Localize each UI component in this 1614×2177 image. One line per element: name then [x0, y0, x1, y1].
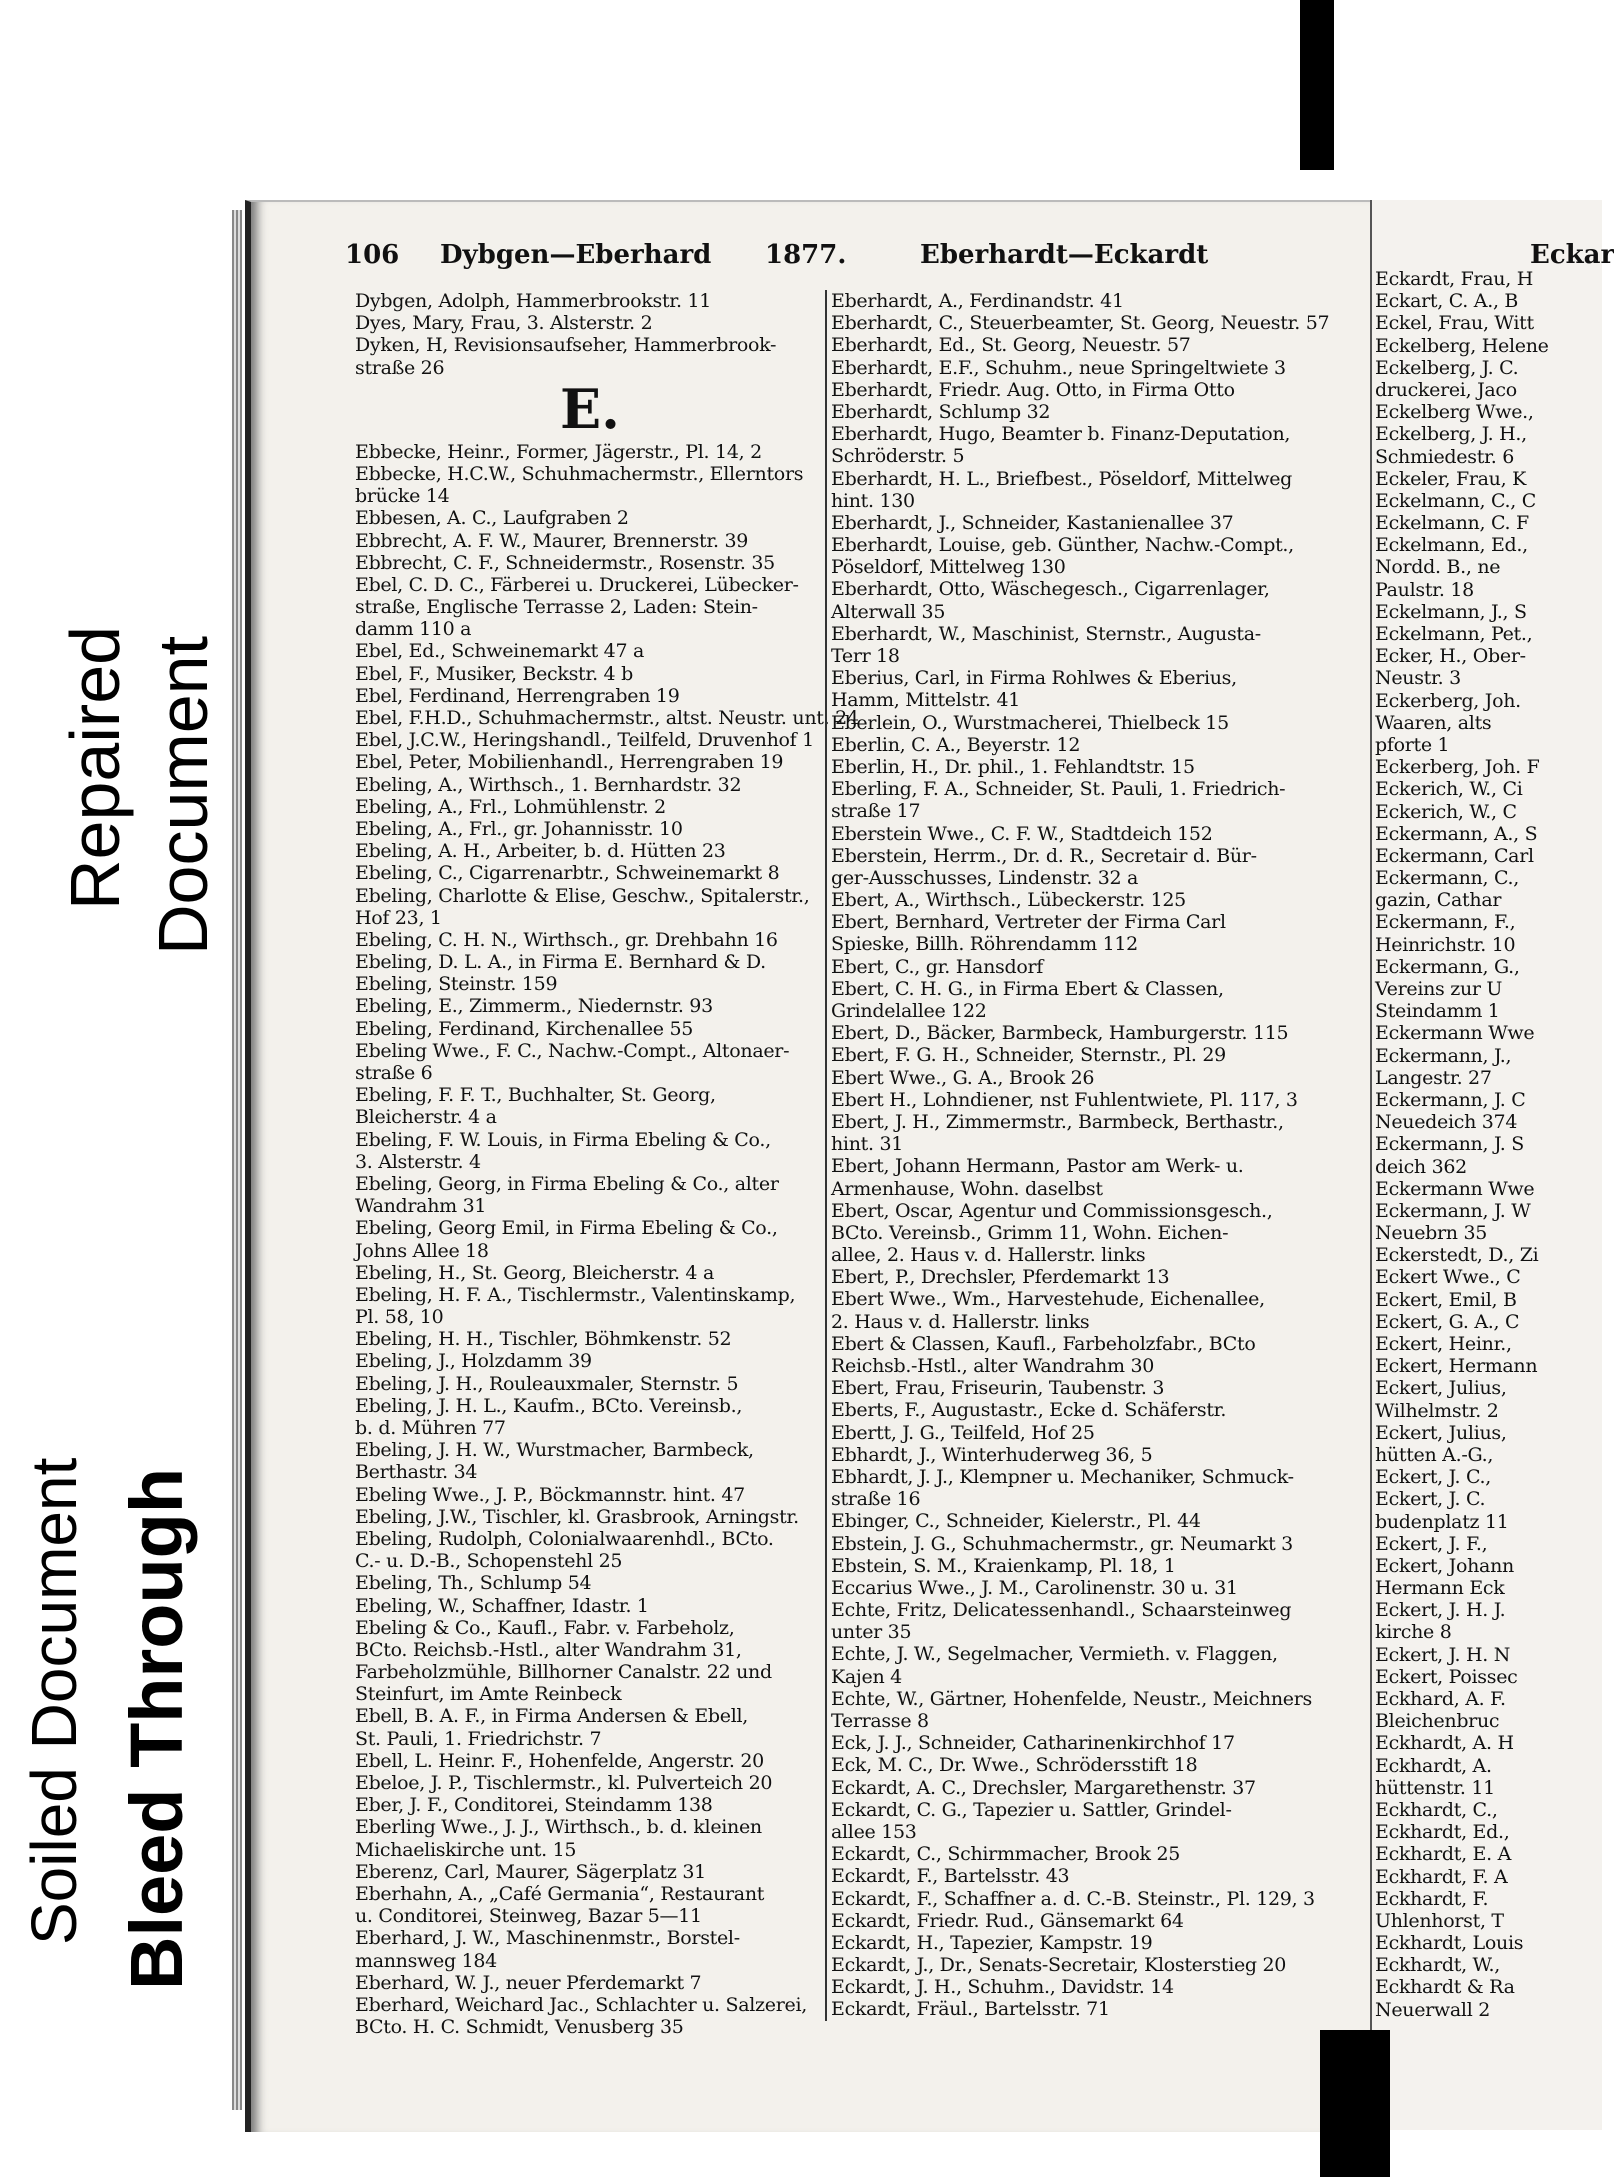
directory-entry: Eckhardt, A. [1375, 1754, 1492, 1777]
directory-entry: Ebert Wwe., G. A., Brook 26 [831, 1066, 1095, 1089]
directory-entry: Eckhard, A. F. [1375, 1688, 1506, 1710]
margin-labels [0, 0, 240, 2177]
directory-entry: Eckhardt, F. A [1375, 1865, 1508, 1888]
directory-entry: Ebhardt, J., Winterhuderweg 36, 5 [831, 1443, 1153, 1466]
directory-entry: Ebbrecht, C. F., Schneidermstr., Rosenstr. 35 [355, 551, 775, 574]
directory-entry: Eberstein, Herrm., Dr. d. R., Secretair d. Bür- [831, 844, 1257, 867]
directory-entry: Eberling, F. A., Schneider, St. Pauli, 1. Friedrich- [831, 778, 1286, 801]
directory-entry: damm 110 a [355, 618, 472, 641]
directory-entry: Eckert Wwe., C [1375, 1266, 1521, 1289]
directory-entry: Eckelberg, J. C. [1375, 356, 1519, 379]
directory-entry: Eberhahn, A., „Café Germania“, Restaurant [355, 1882, 765, 1905]
directory-entry: Ebeling, C. H. N., Wirthsch., gr. Drehbahn 16 [355, 928, 778, 951]
directory-entry: Eckardt, Fräul., Bartelsstr. 71 [831, 1998, 1110, 2021]
directory-entry: Wilhelmstr. 2 [1375, 1399, 1499, 1422]
directory-entry: Eckert, Poissec [1375, 1665, 1518, 1688]
directory-entry: Eckerberg, Joh. F [1375, 756, 1540, 779]
directory-entry: Eckert, J. H. J. [1375, 1599, 1506, 1622]
section-letter: E. [560, 376, 620, 441]
directory-entry: Ebbrecht, A. F. W., Maurer, Brennerstr. 39 [355, 529, 749, 552]
directory-entry: Eckermann, G., [1375, 955, 1520, 978]
directory-entry: BCto. Reichsb.-Hstl., alter Wandrahm 31, [355, 1638, 742, 1661]
directory-entry: Eckart, C. A., B [1375, 290, 1519, 313]
directory-entry: hütten A.-G., [1375, 1443, 1494, 1466]
directory-entry: Ebert, Frau, Friseurin, Taubenstr. 3 [831, 1377, 1165, 1400]
directory-entry: Eckardt, C. G., Tapezier u. Sattler, Grindel- [831, 1798, 1232, 1821]
header-right-range: Eberhardt—Eckardt [920, 240, 1209, 270]
directory-entry: Ebeling, J. H. L., Kaufm., BCto. Vereinsb., [355, 1394, 743, 1417]
directory-entry: Eckermann, J., [1375, 1044, 1512, 1067]
directory-entry: Farbeholzmühle, Billhorner Canalstr. 22 und [355, 1661, 772, 1684]
directory-entry: Neuebrn 35 [1375, 1222, 1488, 1245]
directory-entry: Ebeling, Steinstr. 159 [355, 973, 558, 996]
directory-entry: Berthastr. 34 [355, 1461, 478, 1484]
directory-entry: Eberhardt, W., Maschinist, Sternstr., Augusta- [831, 622, 1261, 645]
directory-entry: Terrasse 8 [831, 1710, 929, 1732]
directory-entry: Eckermann Wwe [1375, 1022, 1535, 1045]
directory-entry: Ebbesen, A. C., Laufgraben 2 [355, 507, 629, 530]
directory-entry: Eckermann, J. S [1375, 1133, 1524, 1156]
directory-entry: Eckermann, A., S [1375, 822, 1538, 845]
repaired-label: Repaired [56, 625, 134, 910]
directory-entry: Ebel, Ferdinand, Herrengraben 19 [355, 684, 680, 707]
directory-entry: straße 26 [355, 356, 445, 379]
directory-entry: hint. 31 [831, 1133, 904, 1156]
page-number: 106 [345, 240, 400, 270]
directory-entry: Echte, Fritz, Delicatessenhandl., Schaarsteinweg [831, 1599, 1292, 1622]
right-fragment-entries [1375, 268, 1600, 2021]
directory-entry: Ebel, C. D. C., Färberei u. Druckerei, Lübecker- [355, 573, 799, 596]
directory-entry: Eck, J. J., Schneider, Catharinenkirchhof 17 [831, 1732, 1235, 1755]
directory-entry: Ebeling, Th., Schlump 54 [355, 1572, 592, 1595]
directory-entry: Eberhardt, Ed., St. Georg, Neuestr. 57 [831, 334, 1191, 357]
directory-entry: Eberlein, O., Wurstmacherei, Thielbeck 15 [831, 711, 1229, 734]
directory-entry: Eckermann, J. C [1375, 1088, 1526, 1111]
directory-entry: St. Pauli, 1. Friedrichstr. 7 [355, 1727, 602, 1750]
directory-entry: Echte, J. W., Segelmacher, Vermieth. v. Flaggen, [831, 1643, 1278, 1666]
directory-entry: Eber, J. F., Conditorei, Steindamm 138 [355, 1794, 713, 1817]
directory-entry: Eberhardt, H. L., Briefbest., Pöseldorf, Mittelweg [831, 467, 1293, 490]
directory-entry: Eckhardt & Ra [1375, 1976, 1515, 1999]
directory-entry: Eckerstedt, D., Zi [1375, 1244, 1539, 1267]
directory-entry: Ebeling, F. F. T., Buchhalter, St. Georg, [355, 1084, 716, 1107]
directory-entry: Eckelmann, C., C [1375, 489, 1536, 512]
document-label: Document [144, 635, 222, 955]
header-year: 1877. [765, 240, 847, 270]
directory-entry: Ebbecke, H.C.W., Schuhmachermstr., Ellerntors [355, 462, 804, 485]
directory-entry: Ebel, Peter, Mobilienhandl., Herrengraben 19 [355, 751, 784, 774]
directory-entry: u. Conditorei, Steinweg, Bazar 5—11 [355, 1905, 702, 1928]
directory-entry: straße 16 [831, 1488, 921, 1511]
right-fragment-column [1375, 268, 1600, 2021]
directory-entry: Eckelberg Wwe., [1375, 401, 1534, 424]
directory-entry: mannsweg 184 [355, 1949, 497, 1972]
directory-entry: Ebel, Ed., Schweinemarkt 47 a [355, 640, 645, 663]
directory-entry: Dybgen, Adolph, Hammerbrookstr. 11 [355, 290, 712, 312]
directory-entry: Eckerich, W., C [1375, 800, 1517, 823]
directory-entry: Ebert Wwe., Wm., Harvestehude, Eichenallee, [831, 1288, 1265, 1311]
directory-entry: druckerei, Jaco [1375, 378, 1517, 401]
directory-entry: Eckert, J. C. [1375, 1488, 1486, 1511]
middle-column-entries [831, 290, 1376, 2021]
directory-entry: Schmiedestr. 6 [1375, 445, 1514, 468]
directory-entry: 2. Haus v. d. Hallerstr. links [831, 1310, 1090, 1333]
directory-entry: Armenhause, Wohn. daselbst [831, 1177, 1103, 1200]
facing-page-header: Eckar [1530, 240, 1614, 270]
directory-entry: Spieske, Billh. Röhrendamm 112 [831, 933, 1138, 956]
directory-entry: Ebeling, Georg, in Firma Ebeling & Co., alter [355, 1172, 779, 1195]
directory-entry: BCto. Vereinsb., Grimm 11, Wohn. Eichen- [831, 1221, 1229, 1244]
directory-entry: Eberenz, Carl, Maurer, Sägerplatz 31 [355, 1860, 706, 1883]
directory-entry: Ebinger, C., Schneider, Kielerstr., Pl. 44 [831, 1510, 1201, 1533]
directory-entry: Johns Allee 18 [355, 1239, 489, 1262]
directory-entry: Echte, W., Gärtner, Hohenfelde, Neustr., Meichners [831, 1687, 1312, 1710]
directory-entry: Eckermann, F., [1375, 911, 1516, 934]
directory-entry: Ebert, P., Drechsler, Pferdemarkt 13 [831, 1266, 1170, 1289]
directory-entry: Alterwall 35 [831, 600, 946, 623]
directory-entry: Ebell, L. Heinr. F., Hohenfelde, Angerstr. 20 [355, 1749, 764, 1772]
directory-entry: Ebeling, F. W. Louis, in Firma Ebeling & Co., [355, 1128, 771, 1151]
directory-entry: Eckelmann, Ed., [1375, 534, 1528, 557]
directory-entry: straße 17 [831, 800, 921, 823]
directory-entry: Ebert, A., Wirthsch., Lübeckerstr. 125 [831, 889, 1186, 912]
directory-entry: Eck, M. C., Dr. Wwe., Schrödersstift 18 [831, 1754, 1198, 1777]
directory-entry: Eckerberg, Joh. [1375, 689, 1521, 712]
directory-entry: Ebstein, S. M., Kraienkamp, Pl. 18, 1 [831, 1554, 1176, 1577]
directory-entry: straße, Englische Terrasse 2, Laden: Stein- [355, 596, 758, 619]
directory-entry: Hof 23, 1 [355, 906, 442, 929]
directory-entry: Eberhardt, Louise, geb. Günther, Nachw.-Compt., [831, 534, 1294, 557]
directory-entry: Ebeling Wwe., J. P., Böckmannstr. hint. 47 [355, 1483, 745, 1506]
directory-entry: Ebert H., Lohndiener, nst Fuhlentwiete, Pl. 117, 3 [831, 1088, 1298, 1111]
directory-entry: Dyes, Mary, Frau, 3. Alsterstr. 2 [355, 312, 653, 335]
directory-entry: Eberhardt, C., Steuerbeamter, St. Georg, Neuestr. 57 [831, 312, 1330, 335]
directory-entry: Ebeling, J. H. W., Wurstmacher, Barmbeck, [355, 1439, 754, 1462]
directory-entry: Reichsb.-Hstl., alter Wandrahm 30 [831, 1355, 1155, 1377]
directory-entry: Grindelallee 122 [831, 1000, 987, 1022]
directory-entry: Ebert, Johann Hermann, Pastor am Werk- u. [831, 1155, 1244, 1178]
directory-entry: Ebel, J.C.W., Heringshandl., Teilfeld, Druvenhof 1 [355, 729, 814, 752]
directory-entry: Ebeling, J.W., Tischler, kl. Grasbrook, Arningstr. [355, 1505, 799, 1528]
directory-entry: Eckardt, C., Schirmmacher, Brook 25 [831, 1843, 1181, 1866]
directory-entry: kirche 8 [1375, 1621, 1452, 1644]
directory-entry: Neuerwall 2 [1375, 1998, 1491, 2021]
directory-entry: Eberhardt, A., Ferdinandstr. 41 [831, 290, 1124, 312]
directory-entry: Ebert, J. H., Zimmermstr., Barmbeck, Berthastr., [831, 1110, 1284, 1133]
directory-entry: Pl. 58, 10 [355, 1306, 444, 1329]
directory-entry: Bleicherstr. 4 a [355, 1106, 497, 1129]
directory-entry: budenplatz 11 [1375, 1510, 1509, 1533]
directory-entry: Schröderstr. 5 [831, 445, 965, 468]
directory-entry: Ebeling & Co., Kaufl., Fabr. v. Farbeholz, [355, 1616, 735, 1639]
directory-entry: Ebeling, Charlotte & Elise, Geschw., Spitalerstr., [355, 884, 810, 907]
header-left-range: Dybgen—Eberhard [440, 240, 712, 270]
directory-entry: Eckhardt, C., [1375, 1798, 1498, 1821]
directory-entry: Ebeling, Georg Emil, in Firma Ebeling & Co., [355, 1217, 778, 1240]
directory-entry: Ebeling, D. L. A., in Firma E. Bernhard & D. [355, 951, 766, 974]
directory-entry: Steindamm 1 [1375, 1000, 1500, 1023]
directory-entry: Eckert, J. F., [1375, 1532, 1488, 1555]
directory-entry: Eckelmann, C. F [1375, 512, 1529, 535]
directory-entry: Eckelberg, Helene [1375, 334, 1549, 357]
directory-entry: Eckert, G. A., C [1375, 1310, 1520, 1333]
directory-entry: Ebert, Oscar, Agentur und Commissionsgesch., [831, 1199, 1273, 1222]
directory-entry: Eberlin, H., Dr. phil., 1. Fehlandtstr. 15 [831, 755, 1195, 778]
directory-entry: Terr 18 [831, 645, 900, 667]
directory-entry: allee, 2. Haus v. d. Hallerstr. links [831, 1244, 1146, 1267]
directory-entry: hüttenstr. 11 [1375, 1776, 1495, 1799]
directory-entry: C.- u. D.-B., Schopenstehl 25 [355, 1550, 623, 1573]
directory-entry: Eckermann, C., [1375, 867, 1519, 890]
directory-entry: Paulstr. 18 [1375, 578, 1474, 601]
directory-entry: Hermann Eck [1375, 1577, 1505, 1600]
directory-entry: Eckelmann, J., S [1375, 600, 1527, 623]
directory-entry: Ebell, B. A. F., in Firma Andersen & Ebell, [355, 1705, 749, 1728]
directory-entry: Eckert, Julius, [1375, 1421, 1507, 1444]
directory-entry: Vereins zur U [1375, 978, 1503, 1000]
scan-black-bar-bottom [1320, 2030, 1390, 2177]
directory-entry: Ebeling, H. H., Tischler, Böhmkenstr. 52 [355, 1328, 732, 1351]
directory-entry: gazin, Cathar [1375, 889, 1502, 912]
directory-entry: Eckhardt, F. [1375, 1887, 1489, 1910]
directory-entry: Ebert, C., gr. Hansdorf [831, 955, 1043, 978]
directory-entry: Ebstein, J. G., Schuhmachermstr., gr. Neumarkt 3 [831, 1532, 1293, 1555]
directory-entry: Eberhardt, Friedr. Aug. Otto, in Firma Otto [831, 378, 1235, 401]
directory-entry: Eberhardt, Otto, Wäschegesch., Cigarrenlager, [831, 578, 1270, 601]
directory-entry: Ebertt, J. G., Teilfeld, Hof 25 [831, 1421, 1095, 1444]
directory-entry: Eberhard, W. J., neuer Pferdemarkt 7 [355, 1971, 702, 1994]
directory-entry: Eccarius Wwe., J. M., Carolinenstr. 30 u. 31 [831, 1576, 1238, 1599]
directory-entry: Ebeling, A. H., Arbeiter, b. d. Hütten 23 [355, 840, 726, 863]
directory-entry: Uhlenhorst, T [1375, 1909, 1504, 1932]
directory-entry: Eckert, Emil, B [1375, 1288, 1517, 1311]
directory-entry: Eberhardt, J., Schneider, Kastanienallee 37 [831, 511, 1234, 534]
directory-entry: Ebeling, A., Frl., Lohmühlenstr. 2 [355, 795, 666, 818]
directory-entry: Eckhardt, A. H [1375, 1732, 1514, 1755]
directory-entry: Eckardt, F., Schaffner a. d. C.-B. Steinstr., Pl. 129, 3 [831, 1887, 1315, 1910]
directory-entry: Ebert, D., Bäcker, Barmbeck, Hamburgerstr. 115 [831, 1022, 1289, 1045]
directory-entry: Eckerich, W., Ci [1375, 778, 1523, 801]
directory-entry: allee 153 [831, 1820, 917, 1843]
directory-entry: Eckermann Wwe [1375, 1177, 1535, 1200]
directory-entry: Eberhard, Weichard Jac., Schlachter u. Salzerei, [355, 1993, 807, 2016]
directory-entry: Eberhard, J. W., Maschinenmstr., Borstel- [355, 1927, 740, 1950]
directory-entry: Pöseldorf, Mittelweg 130 [831, 556, 1066, 579]
directory-entry: Eberling Wwe., J. J., Wirthsch., b. d. kleinen [355, 1816, 762, 1839]
directory-entry: pforte 1 [1375, 733, 1450, 756]
directory-entry: Bleichenbruc [1375, 1710, 1500, 1733]
directory-entry: Eckhardt, Ed., [1375, 1821, 1510, 1844]
directory-entry: Eckardt, A. C., Drechsler, Margarethenstr. 37 [831, 1776, 1256, 1799]
directory-entry: Eckelberg, J. H., [1375, 423, 1527, 446]
directory-entry: Ebhardt, J. J., Klempner u. Mechaniker, Schmuck- [831, 1465, 1294, 1488]
directory-entry: Dyken, H, Revisionsaufseher, Hammerbrook- [355, 334, 777, 357]
directory-entry: Eckert, J. C., [1375, 1466, 1492, 1489]
directory-entry: Eckardt, J., Dr., Senats-Secretair, Klosterstieg 20 [831, 1954, 1287, 1977]
directory-entry: Eckardt, J. H., Schuhm., Davidstr. 14 [831, 1976, 1174, 1999]
directory-entry: Waaren, alts [1375, 711, 1492, 734]
directory-entry: Ecker, H., Ober- [1375, 645, 1526, 668]
directory-entry: Eberlin, C. A., Beyerstr. 12 [831, 733, 1081, 756]
directory-entry: Eberhardt, Schlump 32 [831, 400, 1051, 423]
directory-entry: Ebeling, A., Frl., gr. Johannisstr. 10 [355, 817, 683, 840]
directory-entry: Eckermann, Carl [1375, 844, 1534, 867]
middle-column [825, 290, 1376, 2021]
directory-entry: Ebbecke, Heinr., Former, Jägerstr., Pl. 14, 2 [355, 440, 762, 463]
directory-entry: BCto. H. C. Schmidt, Venusberg 35 [355, 2016, 684, 2039]
directory-entry: Kajen 4 [831, 1665, 902, 1688]
directory-entry: Eberhardt, E.F., Schuhm., neue Springeltwiete 3 [831, 356, 1286, 379]
directory-entry: Ebert, Bernhard, Vertreter der Firma Carl [831, 911, 1226, 934]
directory-entry: Eckermann, J. W [1375, 1199, 1531, 1222]
left-column [355, 290, 859, 2039]
directory-entry: Ebeling, Rudolph, Colonialwaarenhdl., BCto. [355, 1527, 774, 1550]
directory-entry: Ebeling, C., Cigarrenarbtr., Schweinemarkt 8 [355, 862, 780, 885]
directory-entry: Eckelmann, Pet., [1375, 623, 1533, 645]
scan-black-bar-top [1300, 0, 1334, 170]
directory-entry: Ebeling, J., Holzdamm 39 [355, 1350, 592, 1373]
directory-entry: straße 6 [355, 1062, 433, 1084]
directory-entry: Eckert, Hermann [1375, 1355, 1538, 1378]
directory-entry: Ebeling, W., Schaffner, Idastr. 1 [355, 1594, 649, 1617]
directory-entry: hint. 130 [831, 489, 915, 512]
directory-entry: Eckert, Heinr., [1375, 1333, 1512, 1355]
book-page-edges [232, 210, 242, 2110]
soiled-document-label: Soiled Document [18, 1457, 90, 1945]
directory-entry: Eberhardt, Hugo, Beamter b. Finanz-Deputation, [831, 423, 1291, 446]
directory-entry: Heinrichstr. 10 [1375, 933, 1516, 956]
directory-entry: ger-Ausschusses, Lindenstr. 32 a [831, 866, 1139, 889]
page-header [345, 240, 1345, 280]
directory-entry: Eckert, Johann [1375, 1554, 1514, 1577]
directory-entry: Hamm, Mittelstr. 41 [831, 689, 1021, 712]
directory-entry: Eberstein Wwe., C. F. W., Stadtdeich 152 [831, 822, 1213, 845]
directory-entry: Eckardt, H., Tapezier, Kampstr. 19 [831, 1931, 1153, 1954]
directory-entry: Ebeling, J. H., Rouleauxmaler, Sternstr. 5 [355, 1372, 739, 1395]
directory-entry: Ebeloe, J. P., Tischlermstr., kl. Pulverteich 20 [355, 1772, 773, 1794]
directory-entry: Ebeling, Ferdinand, Kirchenallee 55 [355, 1017, 694, 1040]
directory-entry: Ebeling Wwe., F. C., Nachw.-Compt., Altonaer- [355, 1039, 790, 1062]
directory-entry: Michaeliskirche unt. 15 [355, 1838, 577, 1861]
directory-entry: Ebeling, H. F. A., Tischlermstr., Valentinskamp, [355, 1283, 796, 1306]
directory-entry: Steinfurt, im Amte Reinbeck [355, 1683, 622, 1706]
directory-entry: unter 35 [831, 1621, 912, 1644]
directory-entry: Ebel, F., Musiker, Beckstr. 4 b [355, 662, 633, 685]
directory-entry: Wandrahm 31 [355, 1195, 487, 1218]
directory-entry: Ebeling, A., Wirthsch., 1. Bernhardstr. 32 [355, 773, 742, 796]
directory-entry: Eckhardt, Louis [1375, 1932, 1524, 1955]
directory-entry: Eckhardt, E. A [1375, 1843, 1512, 1866]
left-column-entries [355, 440, 859, 2039]
directory-entry: Eckhardt, W., [1375, 1954, 1500, 1977]
directory-entry: Eckert, Julius, [1375, 1377, 1507, 1400]
directory-entry: Eckert, J. H. N [1375, 1643, 1511, 1666]
directory-entry: Ebert & Classen, Kaufl., Farbeholzfabr., BCto [831, 1332, 1256, 1355]
directory-entry: Ebel, F.H.D., Schuhmachermstr., altst. Neustr. unt. 24 [355, 707, 859, 729]
directory-entry: 3. Alsterstr. 4 [355, 1150, 481, 1173]
directory-entry: Eckeler, Frau, K [1375, 467, 1526, 490]
bleed-through-label: Bleed Through [115, 1467, 198, 1990]
directory-entry: Langestr. 27 [1375, 1066, 1492, 1089]
directory-entry: Ebeling, H., St. Georg, Bleicherstr. 4 a [355, 1261, 714, 1284]
directory-entry: Ebeling, E., Zimmerm., Niedernstr. 93 [355, 995, 713, 1018]
directory-entry: Eckel, Frau, Witt [1375, 312, 1534, 335]
directory-entry: Eberius, Carl, in Firma Rohlwes & Eberius, [831, 667, 1237, 690]
directory-entry: Nordd. B., ne [1375, 556, 1501, 579]
directory-entry: Ebert, F. G. H., Schneider, Sternstr., Pl. 29 [831, 1044, 1226, 1067]
directory-entry: deich 362 [1375, 1155, 1467, 1178]
directory-entry: Eckardt, Friedr. Rud., Gänsemarkt 64 [831, 1909, 1184, 1932]
directory-entry: Eberts, F., Augustastr., Ecke d. Schäferstr. [831, 1399, 1227, 1422]
directory-entry: Eckardt, F., Bartelsstr. 43 [831, 1865, 1070, 1888]
directory-entry: Neuedeich 374 [1375, 1111, 1518, 1134]
left-column-top-entries [355, 290, 825, 379]
directory-entry: Eckardt, Frau, H [1375, 268, 1533, 290]
directory-entry: Ebert, C. H. G., in Firma Ebert & Classen, [831, 977, 1224, 1000]
directory-entry: b. d. Mühren 77 [355, 1417, 506, 1439]
directory-entry: brücke 14 [355, 485, 450, 508]
directory-entry: Neustr. 3 [1375, 667, 1461, 690]
